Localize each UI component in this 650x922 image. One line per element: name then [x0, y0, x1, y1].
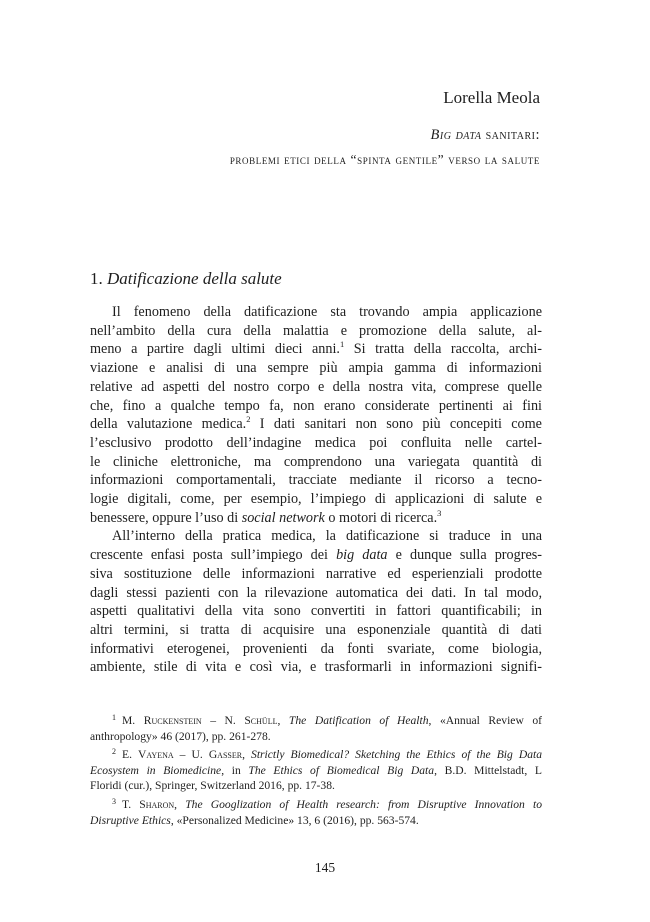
text-run: The Googlization of Health research: from Disruptive Innovation to: [185, 797, 542, 811]
footnote-line: anthropology» 46 (2017), pp. 261-278.: [90, 729, 271, 743]
text-run: meno a partire dagli ultimi dieci anni.: [90, 341, 340, 358]
body-line: [90, 415, 542, 434]
body-line: [90, 509, 542, 528]
body-line: altri termini, si tratta di acquisire una esponenziale quantità di dati: [90, 621, 542, 638]
text-run: E.: [122, 748, 139, 762]
body-line: aspetti qualitativi della vita sono convertiti in fattori quantificabili; in: [90, 603, 542, 620]
body-line: le cliniche elettroniche, ma comprendono una variegata quantità di: [90, 453, 542, 470]
text-run: , «Annual Review of: [428, 714, 543, 727]
body-line: logie digitali, come, per esempio, l’impiego di applicazioni di salute e: [90, 491, 542, 508]
text-run: Sharon: [139, 797, 175, 811]
body-line: dagli stessi pazienti con la rilevazione automatica dei dati. In tal modo,: [90, 584, 542, 601]
footnote-ref: 1: [339, 339, 345, 350]
footnotes: [90, 710, 542, 828]
text-run: Si tratta della raccolta, archi-: [344, 341, 542, 358]
footnote-number: 1: [112, 713, 116, 722]
text-run: della valutazione medica.: [90, 416, 247, 433]
text-run: The Datification of Health: [288, 714, 429, 727]
footnote-line: Floridi (cur.), Springer, Switzerland 2016, pp. 17-38.: [90, 779, 335, 793]
text-run: Strictly Biomedical? Sketching the Ethics of the Big Data: [251, 748, 543, 762]
body-line: Il fenomeno della datificazione sta trovando ampia applicazione: [112, 304, 542, 320]
body-line: informativi eterogenei, provenienti da fonti svariate, come biologia,: [90, 640, 542, 657]
text-run: o motori di ricerca.: [324, 509, 438, 526]
footnote-ref: 3: [437, 507, 442, 518]
text-run: , B.D. Mittelstadt, L: [434, 763, 542, 777]
text-run: big data: [336, 547, 388, 564]
section-number: 1.: [90, 269, 103, 288]
footnote-number: 3: [112, 796, 116, 806]
body-line: [90, 340, 542, 359]
footnote-line: [90, 763, 542, 779]
text-run: Disruptive Ethics: [90, 813, 171, 827]
text-run: The Ethics of Biomedical Big Data: [248, 763, 435, 777]
footnote-line: [90, 794, 542, 813]
footnote-line: [90, 813, 542, 829]
body-line: All’interno della pratica medica, la datificazione si traduce in una: [112, 528, 542, 545]
body-line: ambiente, stile di vita e così via, e trasformarli in informazioni signifi-: [90, 659, 542, 676]
body-line: viazione e analisi di una sempre più ampia gamma di informazioni: [90, 360, 542, 377]
article-title: [431, 127, 540, 144]
text-run: Schüll: [244, 714, 278, 727]
text-run: Ecosystem in Biomedicine: [90, 763, 222, 777]
text-run: Vayena: [138, 748, 174, 762]
body-line: siva sostituzione delle informazioni narrative ed esperienziali prodotte: [90, 565, 542, 582]
footnote-ref: 2: [246, 414, 251, 425]
section-title: Datificazione della salute: [107, 269, 282, 288]
text-run: ,: [174, 797, 186, 811]
section-heading: [90, 269, 282, 289]
text-run: , in: [221, 763, 249, 777]
text-run: , «Personalized Medicine» 13, 6 (2016), pp. 563-574.: [170, 813, 419, 827]
text-run: ,: [242, 748, 252, 762]
text-run: social network: [241, 509, 325, 526]
body-text: [90, 303, 542, 677]
title-sanitari: sanitari:: [481, 127, 540, 143]
title-big-data: Big data: [430, 127, 482, 143]
article-subtitle: problemi etici della “spinta gentile” verso la salute: [229, 152, 540, 167]
text-run: – U.: [173, 748, 209, 762]
text-run: T.: [122, 797, 140, 811]
body-line: che, fino a qualche tempo fa, non erano considerate pertinenti ai fini: [90, 397, 542, 414]
text-run: M.: [122, 714, 144, 727]
text-run: ,: [277, 714, 289, 727]
text-run: crescente enfasi posta sull’impiego dei: [90, 547, 337, 564]
body-line: nell’ambito della cura della malattia e promozione della salute, al-: [90, 322, 542, 339]
footnote-line: [90, 710, 542, 729]
text-run: – N.: [201, 714, 245, 727]
footnote-line: [90, 744, 542, 763]
body-line: informazioni comportamentali, tracciate mediante il ricorso a tecno-: [90, 472, 542, 489]
body-line: l’esclusivo prodotto dell’indagine medica poi confluita nelle cartel-: [90, 434, 542, 451]
text-run: Gasser: [208, 748, 243, 762]
text-run: I dati sanitari non sono più concepiti come: [250, 416, 542, 433]
author-name: Lorella Meola: [443, 88, 540, 107]
body-line: [90, 546, 542, 565]
footnote-number: 2: [112, 747, 116, 757]
text-run: benessere, oppure l’uso di: [90, 509, 242, 526]
text-run: Ruckenstein: [143, 714, 202, 727]
text-run: e dunque sulla progres-: [387, 547, 542, 564]
page-number: 145: [314, 860, 336, 875]
body-line: relative ad aspetti del nostro corpo e della nostra vita, comprese quelle: [90, 378, 542, 395]
